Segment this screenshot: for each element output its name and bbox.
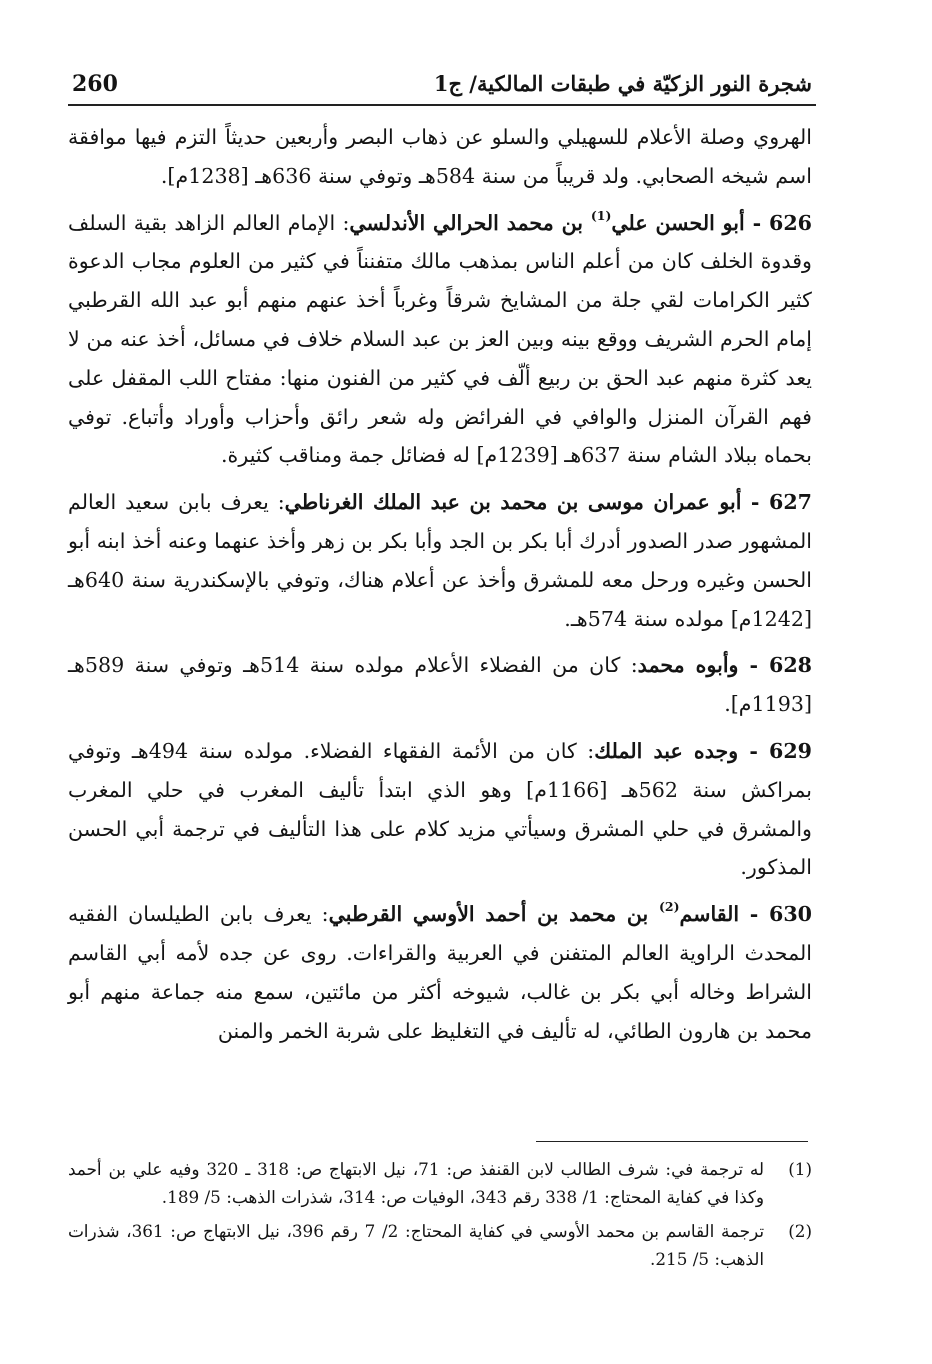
running-title: شجرة النور الزكيّة في طبقات المالكية/ ج1 <box>433 71 812 96</box>
footnote-divider <box>536 1141 808 1142</box>
entry-number: 630 - <box>739 902 812 927</box>
entry-628 <box>68 646 812 724</box>
entry-text: : يعرف بابن سعيد العالم المشهور صدر الصدور أدرك أبا بكر بن الجد وأبا بكر بن زهر وأخذ عنهما وعنه أخذ ابنه أبو الحسن وغيره ورحل معه للمشرق وأخذ عن أعلام هناك، وتوفي بالإسكندرية سنة 640هـ [1242م] مولده سنة 574هـ. <box>68 490 812 631</box>
footnote-text: ترجمة القاسم بن محمد الأوسي في كفاية المحتاج: 2/ 7 رقم 396، نيل الابتهاج ص: 361، شذرات الذهب: 5/ 215. <box>68 1221 764 1269</box>
entry-626 <box>68 204 812 476</box>
header-divider <box>68 104 816 106</box>
running-header <box>72 66 812 102</box>
page-number: 260 <box>72 71 118 97</box>
entry-number: 626 - <box>744 210 812 235</box>
entry-name: أبو الحسن علي <box>611 210 745 235</box>
entry-text: : يعرف بابن الطيلسان الفقيه المحدث الراوية العالم المتفنن في العربية والقراءات. روى عن جده لأمه أبي القاسم الشراط وخاله أبي بكر بن غالب، شيوخه أكثر من مائتين، سمع منه جماعة منهم أبو محمد بن هارون الطائي، له تأليف في التغليظ على شربة الخمر والمنن <box>68 902 812 1043</box>
entry-name-continued: بن محمد الحرالي الأندلسي <box>349 210 591 235</box>
entry-629 <box>68 732 812 887</box>
entry-630 <box>68 895 812 1050</box>
entry-name: وجده عبد الملك <box>594 738 739 763</box>
entry-name-continued: بن محمد بن أحمد الأوسي القرطبي <box>328 902 659 927</box>
entry-name: أبو عمران موسى بن محمد بن عبد الملك الغرناطي <box>284 490 742 515</box>
entry-627 <box>68 483 812 638</box>
footnote-2 <box>68 1217 812 1273</box>
footnote-ref: (1) <box>590 207 612 223</box>
footnote-number: (2) <box>788 1221 812 1241</box>
entry-number: 627 - <box>741 490 812 515</box>
entry-name: القاسم <box>679 902 740 927</box>
main-text <box>68 118 812 1050</box>
entry-text: : كان من الأئمة الفقهاء الفضلاء. مولده سنة 494هـ وتوفي بمراكش سنة 562هـ [1166م] وهو الذي ابتدأ تأليف المغرب في حلي المغرب والمشرق في حلي المشرق وسيأتي مزيد كلام على هذا التأليف في ترجمة أبي الحسن المذكور. <box>68 738 812 880</box>
entry-text: : كان من الفضلاء الأعلام مولده سنة 514هـ وتوفي سنة 589هـ [1193م]. <box>68 653 812 717</box>
entry-number: 629 - <box>738 738 812 763</box>
entry-name: وأبوه محمد <box>637 653 739 678</box>
footnote-ref: (2) <box>658 899 680 915</box>
continuation-paragraph: الهروي وصلة الأعلام للسهيلي والسلو عن ذهاب البصر وأربعين حديثاً التزم فيها موافقة اسم شيخه الصحابي. ولد قريباً من سنة 584هـ وتوفي سنة 636هـ [1238م]. <box>68 125 812 188</box>
footnotes <box>68 1155 812 1273</box>
entry-text: : الإمام العالم الزاهد بقية السلف وقدوة الخلف كان من أعلم الناس بمذهب مالك متفنناً في كثير من العلوم مجاب الدعوة كثير الكرامات لقي جلة من المشايخ شرقاً وغرباً أخذ عنهم منهم أبو عبد الله القرطبي إمام الحرم الشريف ووقع بينه وبين العز بن عبد السلام خلاف في مسائل، أخذ عنه من لا يعد كثرة منهم عبد الحق بن ربيع ألّف في كثير من الفنون منها: مفتاح اللب المقفل على فهم القرآن المنزل والوافي في الفرائض وله شعر رائق وأحزاب وأوراد وأتباع. توفي بحماه ببلاد الشام سنة 637هـ [1239م] له فضائل جمة ومناقب كثيرة. <box>68 210 812 468</box>
footnote-text: له ترجمة في: شرف الطالب لابن القنفذ ص: 71، نيل الابتهاج ص: 318 ـ 320 وفيه علي بن أحمد وكذا في كفاية المحتاج: 1/ 338 رقم 343، الوفيات ص: 314، شذرات الذهب: 5/ 189. <box>68 1159 765 1207</box>
footnote-1 <box>68 1155 812 1211</box>
footnote-number: (1) <box>788 1159 812 1179</box>
entry-number: 628 - <box>738 653 812 678</box>
